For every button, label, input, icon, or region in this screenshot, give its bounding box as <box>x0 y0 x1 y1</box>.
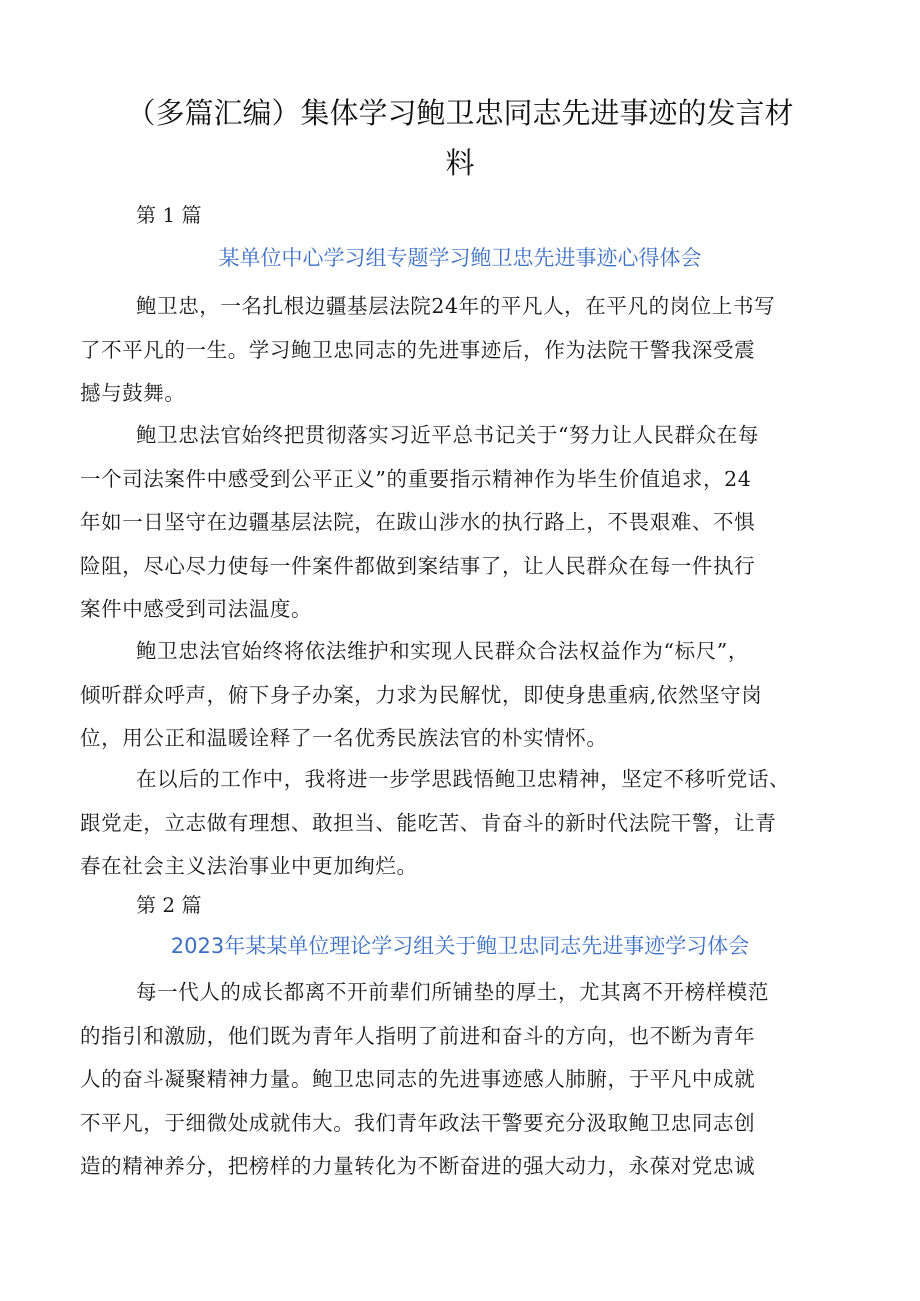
paragraph <box>80 758 860 889</box>
text-line: 每一代人的成长都离不开前辈们所铺垫的厚土，尤其离不开榜样模范 <box>136 980 769 1004</box>
chapter-heading-1: 第 1 篇 <box>136 203 202 227</box>
text-line: 险阻，尽心尽力使每一件案件都做到案结事了，让人民群众在每一件执行 <box>80 553 756 578</box>
text-line: 在以后的工作中，我将进一步学思践悟鲍卫忠精神，坚定不移听党话、 <box>136 767 791 791</box>
text-line: 撼与鼓舞。 <box>80 381 186 405</box>
text-line: 跟党走，立志做有理想、敢担当、能吃苦、肯奋斗的新时代法院干警，让青 <box>80 810 777 835</box>
text-line: 鲍卫忠，一名扎根边疆基层法院24年的平凡人，在平凡的岗位上书写 <box>136 294 776 318</box>
paragraph <box>80 285 860 416</box>
chapter-heading-2: 第 2 篇 <box>136 893 202 917</box>
section-subtitle-2: 2023年某某单位理论学习组关于鲍卫忠同志先进事迹学习体会 <box>170 934 750 958</box>
text-line: 春在社会主义法治事业中更加绚烂。 <box>80 854 418 878</box>
text-line: 人的奋斗凝聚精神力量。鲍卫忠同志的先进事迹感人肺腑，于平凡中成就 <box>80 1067 756 1091</box>
document-title <box>70 88 850 188</box>
paragraph <box>80 971 860 1189</box>
text-line: 造的精神养分，把榜样的力量转化为不断奋进的强大动力，永葆对党忠诚 <box>80 1154 756 1178</box>
section-subtitle-1: 某单位中心学习组专题学习鲍卫忠先进事迹心得体会 <box>218 246 702 270</box>
title-line: （多篇汇编）集体学习鲍卫忠同志先进事迹的发言材 <box>126 96 794 130</box>
text-line: 倾听群众呼声，俯下身子办案，力求为民解忧，即使身患重病,依然坚守岗 <box>80 682 763 707</box>
paragraph <box>80 414 860 632</box>
text-line: 鲍卫忠法官始终将依法维护和实现人民群众合法权益作为“标尺”， <box>136 639 749 663</box>
text-line: 案件中感受到司法温度。 <box>80 597 313 621</box>
text-line: 鲍卫忠法官始终把贯彻落实习近平总书记关于“努力让人民群众在每 <box>136 423 759 447</box>
text-line: 位，用公正和温暖诠释了一名优秀民族法官的朴实情怀。 <box>80 726 608 750</box>
text-line: 了不平凡的一生。学习鲍卫忠同志的先进事迹后，作为法院干警我深受震 <box>80 337 756 362</box>
text-line: 不平凡，于细微处成就伟大。我们青年政法干警要充分汲取鲍卫忠同志创 <box>80 1110 756 1135</box>
text-line: 一个司法案件中感受到公平正义”的重要指示精神作为毕生价值追求，24 <box>80 466 752 491</box>
title-line: 料 <box>445 146 475 180</box>
text-line: 年如一日坚守在边疆基层法院，在跋山涉水的执行路上，不畏艰难、不惧 <box>80 510 756 534</box>
paragraph <box>80 630 860 761</box>
text-line: 的指引和激励，他们既为青年人指明了前进和奋斗的方向，也不断为青年 <box>80 1023 756 1048</box>
